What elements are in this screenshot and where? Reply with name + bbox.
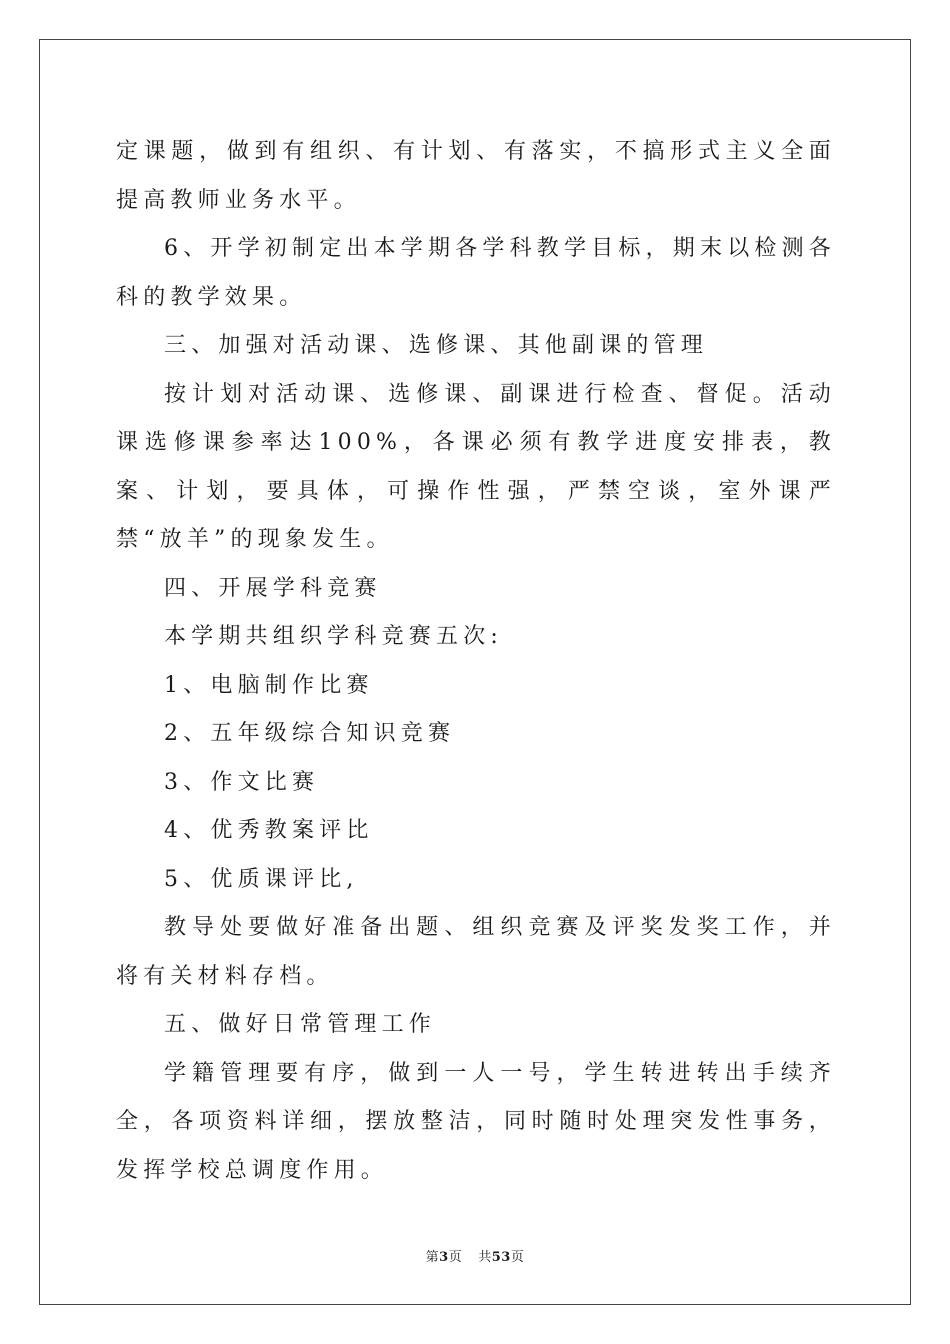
list-item: 5、优质课评比,	[164, 866, 359, 892]
page-footer	[0, 1246, 950, 1265]
list-item: 4、优秀教案评比	[164, 818, 374, 843]
page-suffix: 页	[448, 1250, 463, 1265]
list-item: 2、五年级综合知识竞赛	[164, 721, 456, 746]
page-prefix: 第	[425, 1250, 440, 1265]
paragraph: 6、开学初制定出本学期各学科教学目标，期末以检测各科的教学效果。	[116, 236, 836, 310]
section-heading: 三、加强对活动课、选修课、其他副课的管理	[164, 333, 709, 358]
section-heading: 四、开展学科竞赛	[164, 575, 382, 601]
page-number: 3	[439, 1250, 449, 1265]
total-prefix: 共	[478, 1250, 492, 1265]
total-pages: 53	[491, 1250, 511, 1265]
paragraph: 本学期共组织学科竞赛五次:	[164, 624, 504, 649]
paragraph: 教导处要做好准备出题、组织竞赛及评奖发奖工作，并将有关材料存档。	[116, 915, 836, 989]
paragraph: 定课题，做到有组织、有计划、有落实，不搞形式主义全面提高教师业务水平。	[116, 139, 836, 213]
paragraph: 学籍管理要有序，做到一人一号，学生转进转出手续齐全，各项资料详细，摆放整洁，同时随时处理突发性事务，发挥学校总调度作用。	[116, 1060, 836, 1183]
total-suffix: 页	[510, 1250, 525, 1265]
paragraph: 按计划对活动课、选修课、副课进行检查、督促。活动课选修课参率达100%，各课必须有教学进度安排表，教案、计划，要具体，可操作性强，严禁空谈，室外课严禁“放羊”的现象发生。	[116, 381, 836, 552]
section-heading: 五、做好日常管理工作	[164, 1012, 437, 1037]
document-body	[116, 128, 836, 1195]
list-item: 1、电脑制作比赛	[164, 672, 374, 698]
list-item: 3、作文比赛	[164, 769, 320, 795]
